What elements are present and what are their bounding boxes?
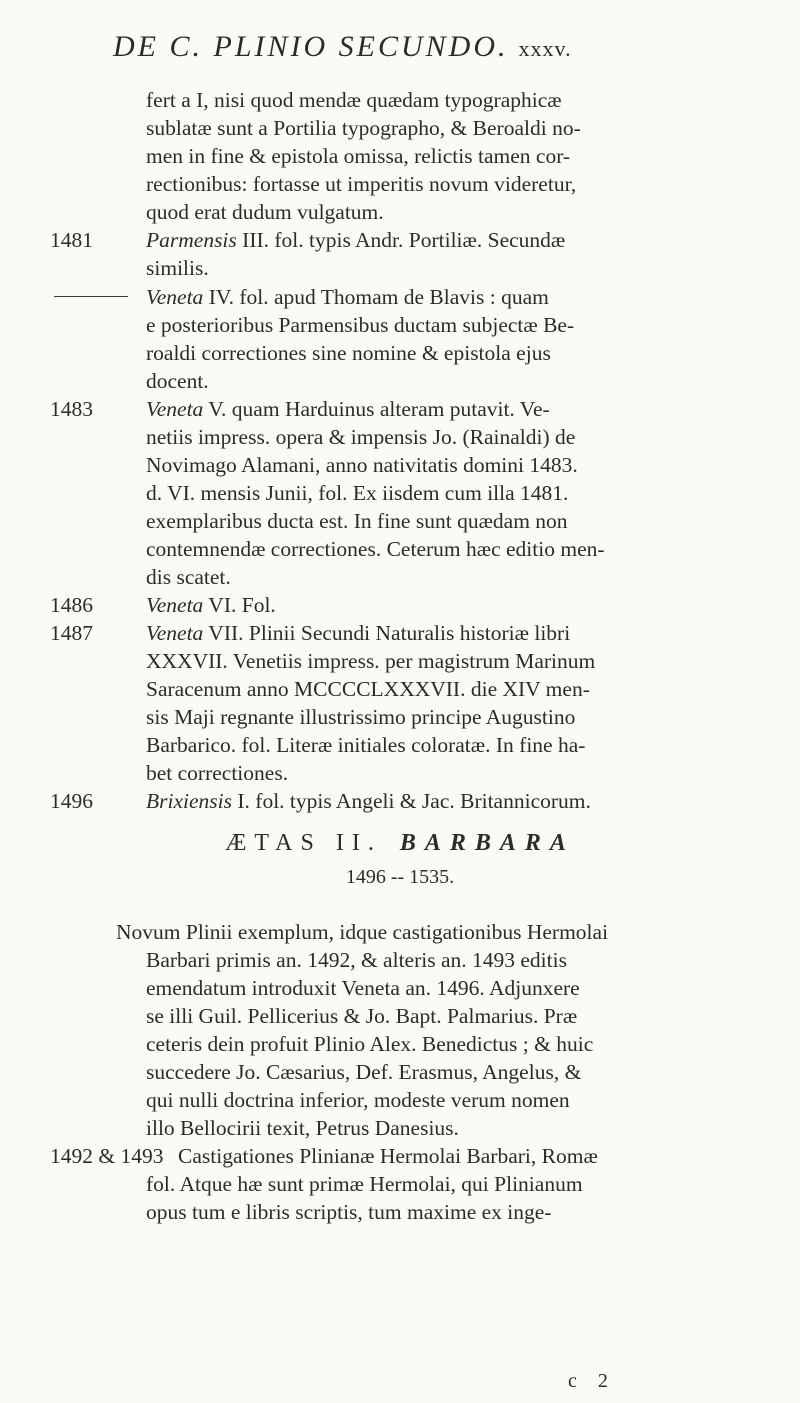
text-line: similis. xyxy=(146,256,209,280)
entry-line xyxy=(146,226,565,254)
text-line: Castigationes Plinianæ Hermolai Barbari, Romæ xyxy=(178,1144,598,1168)
text-line: contemnendæ correctiones. Ceterum hæc editio men- xyxy=(146,537,605,561)
text-line: fol. Atque hæ sunt primæ Hermolai, qui Plinianum xyxy=(146,1172,583,1196)
text-line: docent. xyxy=(146,369,209,393)
text-line: e posterioribus Parmensibus ductam subjectæ Be- xyxy=(146,313,575,337)
section-name: BARBARA xyxy=(399,830,575,856)
section-heading xyxy=(0,830,800,857)
entry-line xyxy=(146,591,276,619)
text-line: Barbari primis an. 1492, & alteris an. 1493 editis xyxy=(146,948,567,972)
entry-line xyxy=(146,619,570,647)
entry-text: VII. Plinii Secundi Naturalis historiæ libri xyxy=(203,621,571,645)
entry-line xyxy=(146,787,591,815)
text-line: d. VI. mensis Junii, fol. Ex iisdem cum illa 1481. xyxy=(146,481,569,505)
year-label: 1492 & 1493 xyxy=(50,1144,164,1168)
text-line: roaldi correctiones sine nomine & epistola ejus xyxy=(146,341,551,365)
year-label: 1481 xyxy=(50,228,93,252)
text-line: sis Maji regnante illustrissimo principe Augustino xyxy=(146,705,576,729)
text-line: rectionibus: fortasse ut imperitis novum videretur, xyxy=(146,172,577,196)
text-line: dis scatet. xyxy=(146,565,231,589)
edition-name: Veneta xyxy=(146,621,204,645)
ditto-dash xyxy=(54,296,128,297)
year-label: 1487 xyxy=(50,621,93,645)
year-label: 1496 xyxy=(50,789,93,813)
header-page-number: xxxv. xyxy=(518,36,572,61)
signature-mark: c 2 xyxy=(568,1370,616,1392)
text-line: Saracenum anno MCCCCLXXXVII. die XIV men- xyxy=(146,677,590,701)
entry-text: IV. fol. apud Thomam de Blavis : quam xyxy=(203,285,549,309)
text-line: Novum Plinii exemplum, idque castigationibus Hermolai xyxy=(116,920,609,944)
text-line: succedere Jo. Cæsarius, Def. Erasmus, Angelus, & xyxy=(146,1060,582,1084)
year-label: 1486 xyxy=(50,593,93,617)
edition-name: Veneta xyxy=(146,593,204,617)
text-line: sublatæ sunt a Portilia typographo, & Beroaldi no- xyxy=(146,116,581,140)
year-label: 1483 xyxy=(50,397,93,421)
text-line: XXXVII. Venetiis impress. per magistrum Marinum xyxy=(146,649,596,673)
text-line: opus tum e libris scriptis, tum maxime ex inge- xyxy=(146,1200,552,1224)
edition-name: Brixiensis xyxy=(146,789,232,813)
text-line: ceteris dein profuit Plinio Alex. Benedictus ; & huic xyxy=(146,1032,594,1056)
entry-text: V. quam Harduinus alteram putavit. Ve- xyxy=(203,397,550,421)
entry-text: VI. Fol. xyxy=(203,593,276,617)
text-line: illo Bellocirii texit, Petrus Danesius. xyxy=(146,1116,459,1140)
text-line: quod erat dudum vulgatum. xyxy=(146,200,384,224)
text-line: emendatum introduxit Veneta an. 1496. Adjunxere xyxy=(146,976,580,1000)
entry-line xyxy=(146,283,549,311)
section-range: 1496 -- 1535. xyxy=(345,866,455,888)
text-line: men in fine & epistola omissa, relictis tamen cor- xyxy=(146,144,571,168)
entry-text: I. fol. typis Angeli & Jac. Britannicorum. xyxy=(232,789,591,813)
entry-text: III. fol. typis Andr. Portiliæ. Secundæ xyxy=(236,228,566,252)
section-label: ÆTAS II. xyxy=(225,830,382,856)
edition-name: Parmensis xyxy=(146,228,237,252)
text-line: exemplaribus ducta est. In fine sunt quædam non xyxy=(146,509,568,533)
entry-line xyxy=(146,395,550,423)
running-header xyxy=(113,30,793,64)
header-title: DE C. PLINIO SECUNDO. xyxy=(113,30,509,63)
edition-name: Veneta xyxy=(146,285,204,309)
text-line: qui nulli doctrina inferior, modeste verum nomen xyxy=(146,1088,570,1112)
text-line: bet correctiones. xyxy=(146,761,289,785)
text-line: netiis impress. opera & impensis Jo. (Rainaldi) de xyxy=(146,425,576,449)
text-line: fert a I, nisi quod mendæ quædam typographicæ xyxy=(146,88,562,112)
text-line: Barbarico. fol. Literæ initiales coloratæ. In fine ha- xyxy=(146,733,586,757)
edition-name: Veneta xyxy=(146,397,204,421)
text-line: se illi Guil. Pellicerius & Jo. Bapt. Palmarius. Præ xyxy=(146,1004,578,1028)
text-line: Novimago Alamani, anno nativitatis domini 1483. xyxy=(146,453,578,477)
